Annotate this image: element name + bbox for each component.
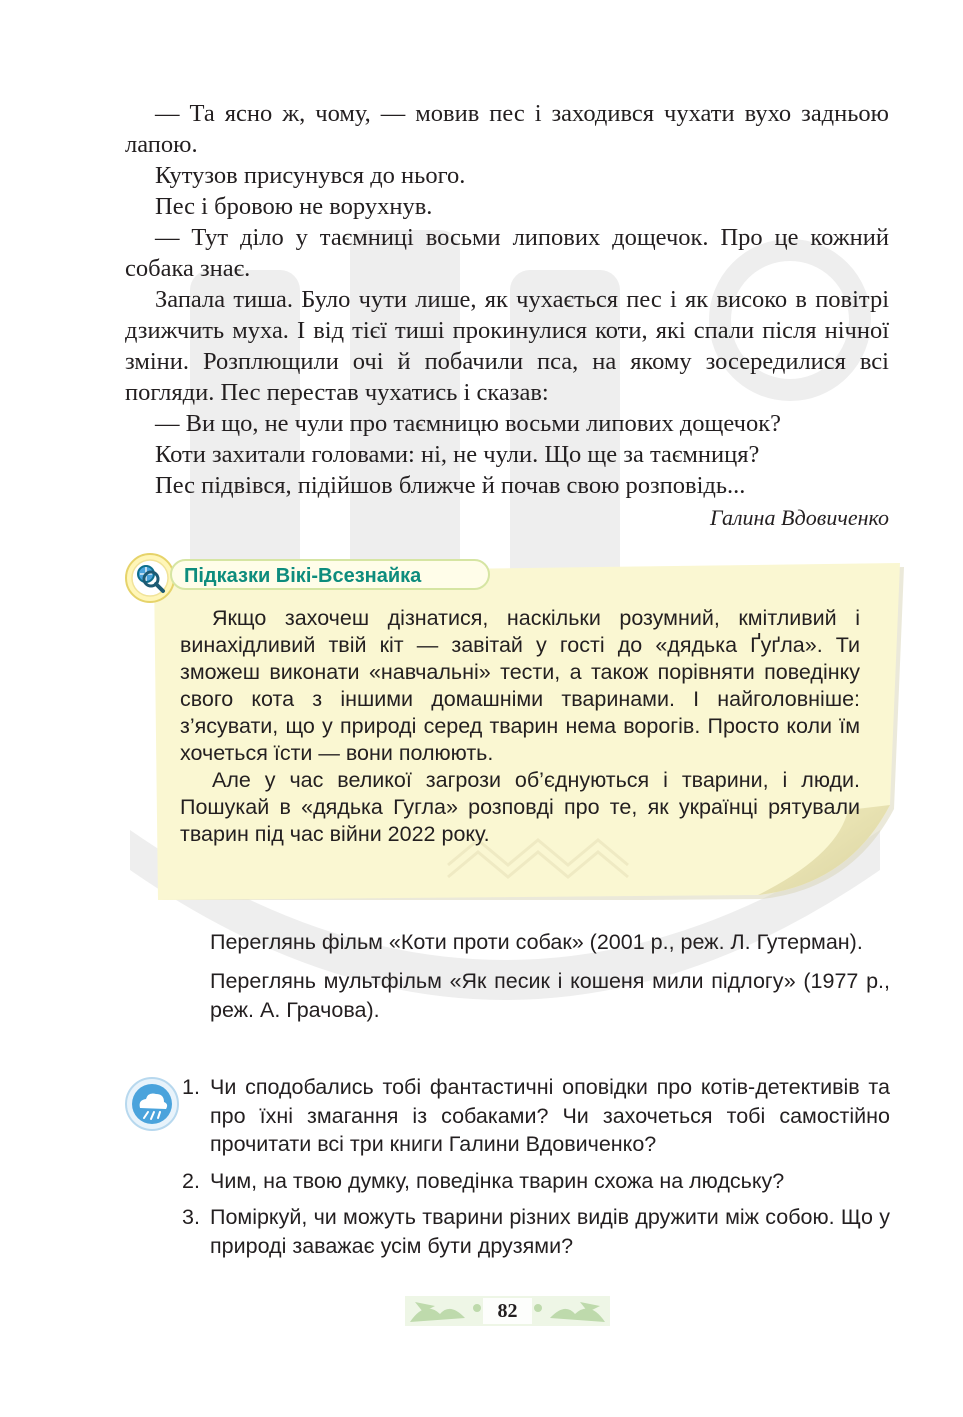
story-paragraph: — Тут діло у таємниці восьми липових дощечок. Про це кожний собака знає. <box>125 224 889 282</box>
question-item <box>182 1073 890 1159</box>
tips-paragraph: Якщо захочеш дізнатися, наскільки розумний, кмітливий і винахідливий твій кіт — завітай у гості до «дядька Ґуґла». Ти зможеш виконати «навчальні» тести, а також порівняти поведінку свого кота з іншими домашніми тваринами. І найголовніше: з’ясувати, що у природі серед тварин нема ворогів. Просто коли їм хочеться їсти — вони полюють. <box>180 606 860 765</box>
tips-title: Підказки Вікі-Всезнайка <box>170 559 490 590</box>
question-text: Чим, на твою думку, поведінка тварин схожа на людську? <box>210 1168 785 1193</box>
thinking-cloud-icon <box>124 1076 180 1132</box>
question-number: 2. <box>182 1168 200 1193</box>
question-item <box>182 1167 890 1196</box>
page-number: 82 <box>497 1300 518 1322</box>
story-paragraph: — Та ясно ж, чому, — мовив пес і заходився чухати вухо задньою лапою. <box>125 100 889 158</box>
film-recommendations <box>210 928 890 1035</box>
tips-text <box>180 605 860 848</box>
tips-paragraph: Але у час великої загрози об’єднуються і тварини, і люди. Пошукай в «дядька Гугла» розповді про те, як українці рятували тварин під час війни 2022 року. <box>180 768 860 846</box>
magnifier-globe-icon <box>124 552 176 604</box>
story-paragraph: Пес і бровою не ворухнув. <box>155 193 433 220</box>
question-number: 3. <box>182 1205 200 1229</box>
question-text: Поміркуй, чи можуть тварини різних видів дружити між собою. Що у природі заважає усім бути друзями? <box>210 1205 890 1258</box>
question-number: 1. <box>182 1075 200 1099</box>
question-item <box>182 1203 890 1260</box>
question-text: Чи сподобались тобі фантастичні оповідки про котів-детективів та про їхні змагання із собаками? Чи захочеться тобі самостійно прочитати всі три книги Галини Вдовиченко? <box>210 1075 890 1156</box>
story-text <box>125 98 889 533</box>
questions-list <box>182 1073 890 1268</box>
story-paragraph: Пес підвівся, підійшов ближче й почав свою розповідь... <box>155 472 746 499</box>
story-author: Галина Вдовиченко <box>710 505 889 530</box>
page-number-banner <box>405 1292 610 1330</box>
film-item: Переглянь фільм «Коти проти собак» (2001 р., реж. Л. Гутерман). <box>210 930 863 954</box>
story-paragraph: Кутузов присунувся до нього. <box>155 162 466 189</box>
film-item: Переглянь мультфільм «Як песик і кошеня мили підлогу» (1977 р., реж. А. Грачова). <box>210 969 890 1022</box>
story-paragraph: Запала тиша. Було чути лише, як чухається пес і як високо в повітрі дзижчить муха. І від тієї тиші прокинулися коти, які спали після нічної зміни. Розплющили очі й побачили пса, на якому зосередилися всі погляди. Пес перестав чухатись і сказав: <box>125 286 889 406</box>
story-paragraph: — Ви що, не чули про таємницю восьми липових дощечок? <box>155 410 782 437</box>
story-paragraph: Коти захитали головами: ні, не чули. Що ще за таємниця? <box>155 441 760 468</box>
